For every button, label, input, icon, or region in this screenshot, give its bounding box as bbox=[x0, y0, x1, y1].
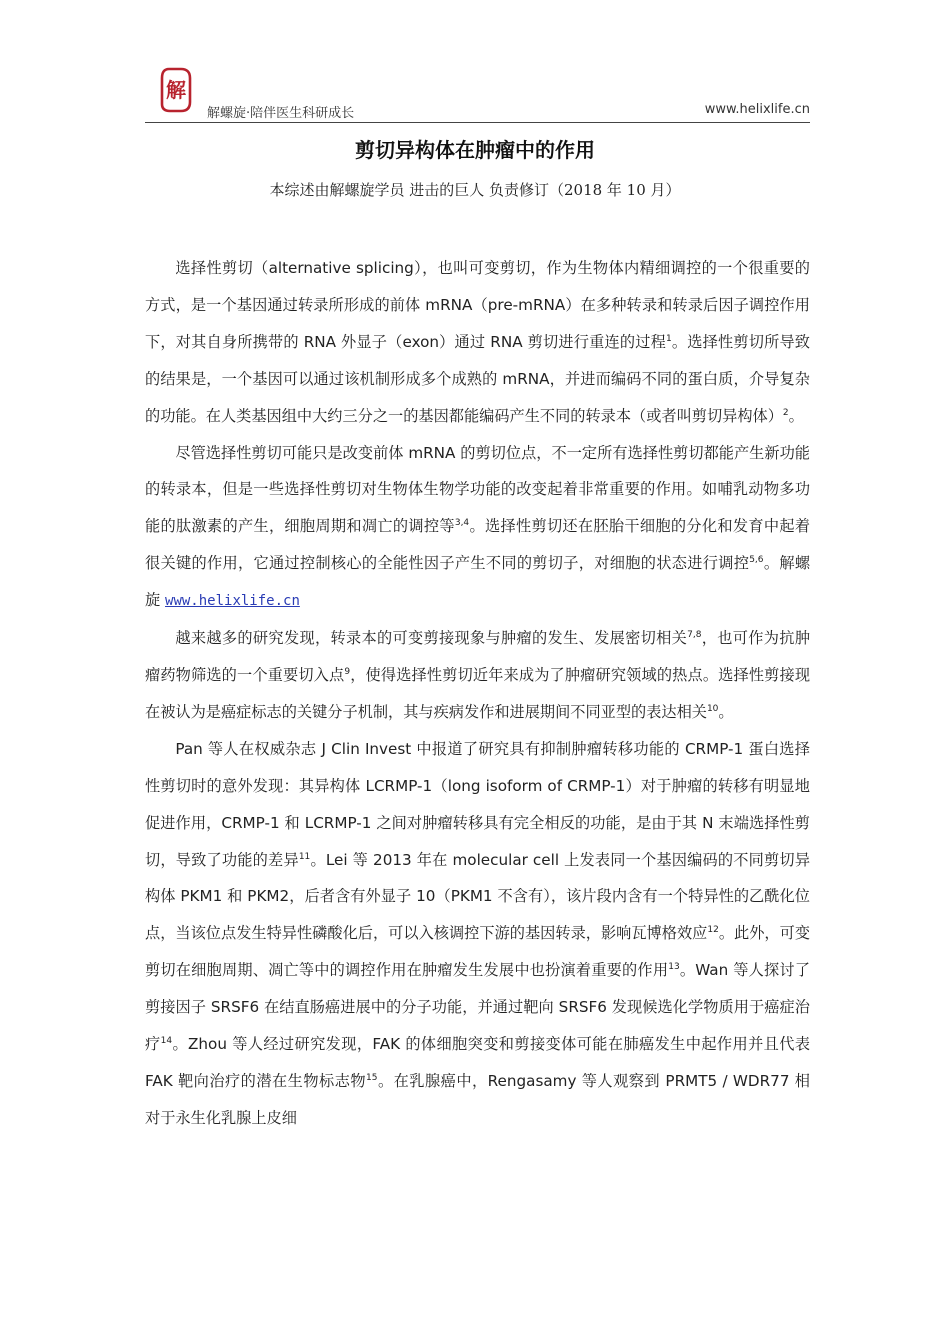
header-divider bbox=[145, 122, 810, 123]
citation-ref: 10 bbox=[706, 703, 719, 714]
logo-glyph: 解 bbox=[166, 78, 186, 102]
citation-ref: 12 bbox=[707, 925, 719, 936]
citation-ref: 11 bbox=[298, 851, 311, 862]
page-header bbox=[145, 62, 810, 122]
paragraph-2: 尽管选择性剪切可能只是改变前体 mRNA 的剪切位点，不一定所有选择性剪切都能产生新功能的转录本，但是一些选择性剪切对生物体生物学功能的改变起着非常重要的作用。如哺乳动物多功能的肽激素的产生，细胞周期和凋亡的调控等$^{3,4}$。选择性剪切还在胚胎干细胞的分化和发育中起着很关键的作用，它通过控制核心的全能性因子产生不同的剪切子，对细胞的状态进行调控$^{5,6}$。解螺旋 www.helixlife.cn bbox=[145, 443, 811, 610]
article-subtitle: 本综述由解螺旋学员 进击的巨人 负责修订（2018 年 10 月） bbox=[269, 181, 681, 199]
citation-ref: 5,6 bbox=[749, 555, 764, 566]
citation-ref: 14 bbox=[160, 1036, 173, 1047]
article-title: 剪切异构体在肿瘤中的作用 bbox=[355, 138, 595, 162]
helixlife-link[interactable]: www.helixlife.cn bbox=[165, 593, 300, 610]
citation-ref: 15 bbox=[366, 1072, 378, 1083]
citation-ref: 13 bbox=[668, 962, 680, 973]
citation-ref: 1 bbox=[665, 333, 672, 344]
article-body bbox=[145, 250, 810, 1137]
citation-ref: 3,4 bbox=[454, 518, 470, 529]
header-site-url[interactable]: www.helixlife.cn bbox=[704, 102, 810, 117]
citation-ref: 9 bbox=[344, 666, 351, 677]
paragraph-4: Pan 等人在权威杂志 J Clin Invest 中报道了研究具有抑制肿瘤转移功能的 CRMP-1 蛋白选择性剪切时的意外发现：其异构体 LCRMP-1（long isoform of CRMP-1）对于肿瘤的转移有明显地促进作用，CRMP-1 和 LCRMP-1 之间对肿瘤转移具有完全相反的功能，是由于其 N 末端选择性剪切，导致了功能的差异$^{11}$。Lei 等 2013 年在 molecular cell 上发表同一个基因编码的不同剪切异构体 PKM1 和 PKM2，后者含有外显子 10（PKM1 不含有），该片段内含有一个特异性的乙酰化位点，当该位点发生特异性磷酸化后，可以入核调控下游的基因转录，影响瓦博格效应$^{12}$。此外，可变剪切在细胞周期、凋亡等中的调控作用在肿瘤发生发展中也扮演着重要的作用$^{13}$。Wan 等人探讨了剪接因子 SRSF6 在结直肠癌进展中的分子功能，并通过靶向 SRSF6 发现候选化学物质用于癌症治疗$^{14}$。Zhou 等人经过研究发现，FAK 的体细胞突变和剪接变体可能在肺癌发生中起作用并且代表 FAK 靶向治疗的潜在生物标志物$^{15}$。在乳腺癌中，Rengasamy 等人观察到 PRMT5 / WDR77 相对于永生化乳腺上皮细 bbox=[145, 739, 811, 1127]
citation-ref: 2 bbox=[782, 407, 789, 418]
brand-tagline: 解螺旋·陪伴医生科研成长 bbox=[207, 106, 355, 121]
paragraph-1: 选择性剪切（alternative splicing），也叫可变剪切，作为生物体内精细调控的一个很重要的方式，是一个基因通过转录所形成的前体 mRNA（pre-mRNA）在多种转录和转录后因子调控作用下，对其自身所携带的 RNA 外显子（exon）通过 RNA 剪切进行重连的过程$^1$。选择性剪切所导致的结果是，一个基因可以通过该机制形成多个成熟的 mRNA，并进而编码不同的蛋白质，介导复杂的功能。在人类基因组中大约三分之一的基因都能编码产生不同的转录本（或者叫剪切异构体）$^2$。 bbox=[145, 259, 810, 425]
paragraph-3: 越来越多的研究发现，转录本的可变剪接现象与肿瘤的发生、发展密切相关$^{7,8}$，也可作为抗肿瘤药物筛选的一个重要切入点$^9$，使得选择性剪切近年来成为了肿瘤研究领域的热点。选择性剪接现在被认为是癌症标志的关键分子机制，其与疾病发作和进展期间不同亚型的表达相关$^{10}$。 bbox=[145, 629, 811, 721]
citation-ref: 7,8 bbox=[687, 630, 702, 641]
helix-logo-seal bbox=[159, 66, 193, 114]
